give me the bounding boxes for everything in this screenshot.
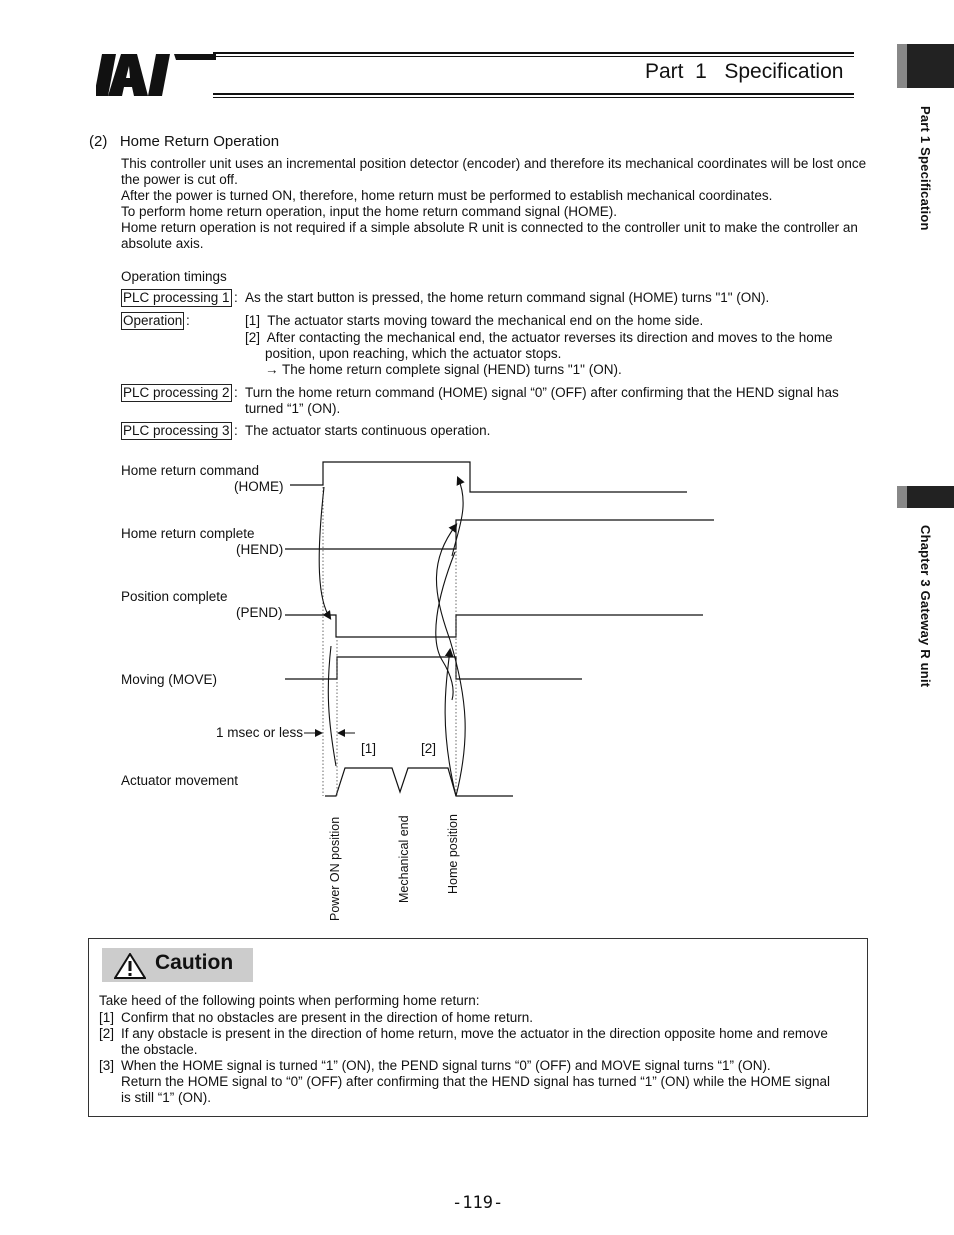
- plc3-text: The actuator starts continuous operation.: [245, 423, 491, 438]
- plc1-colon: :: [234, 290, 238, 305]
- plc1-text: As the start button is pressed, the home return command signal (HOME) turns "1" (ON).: [245, 290, 770, 305]
- curve-home-to-pend: [319, 487, 330, 618]
- page-number: -119-: [452, 1193, 504, 1213]
- warning-icon: [114, 953, 146, 984]
- plc2-text-a: Turn the home return command (HOME) signal “0” (OFF) after confirming that the HEND signal has: [245, 385, 839, 400]
- operation-label: Operation: [123, 313, 183, 328]
- caution-item-2b: the obstacle.: [121, 1042, 198, 1057]
- home-signal-trace: [290, 462, 687, 492]
- operation-item-1: [1] The actuator starts moving toward the mechanical end on the home side.: [245, 313, 704, 328]
- timings-title: Operation timings: [121, 269, 227, 284]
- caution-item-3b: Return the HOME signal to “0” (OFF) after confirming that the HEND signal has turned “1” (ON) while the HOME signal: [121, 1074, 831, 1089]
- caution-title: Caution: [155, 951, 234, 974]
- step-1-label: [1]: [361, 741, 377, 756]
- operation-item-2a: [2] After contacting the mechanical end, the actuator reverses its direction and moves to the home: [245, 330, 833, 345]
- actuator-movement-trace: [325, 768, 513, 796]
- plc3-colon: :: [234, 423, 238, 438]
- step-2-label: [2]: [421, 741, 437, 756]
- paragraph-2: After the power is turned ON, therefore, home return must be performed to establish mechanical coordinates.: [121, 188, 773, 203]
- curve-home-to-hend: [436, 525, 465, 796]
- home-position-label: Home position: [446, 814, 460, 894]
- home-signal-label: Home return command: [121, 463, 260, 478]
- plc2-colon: :: [234, 385, 238, 400]
- curve-home-arrow: [452, 478, 463, 556]
- curve-move-to-pend: [445, 650, 456, 796]
- operation-item-2c: → The home return complete signal (HEND) turns "1" (ON).: [265, 362, 622, 377]
- hend-signal-label: Home return complete: [121, 526, 255, 541]
- caution-item-3-number: [3]: [99, 1058, 115, 1073]
- actuator-movement-label: Actuator movement: [121, 773, 239, 788]
- hend-signal-trace: [285, 520, 714, 549]
- caution-item-2a: If any obstacle is present in the direction of home return, move the actuator in the direction opposite home and remove: [121, 1026, 828, 1041]
- pend-signal-label: Position complete: [121, 589, 228, 604]
- plc2-label: PLC processing 2: [123, 385, 230, 400]
- sidebar-label-chapter: Chapter 3 Gateway R unit: [918, 525, 933, 688]
- operation-colon: :: [186, 313, 190, 328]
- paragraph-1: This controller unit uses an incremental position detector (encoder) and therefore its mechanical coordinates will be lost once the power is cut off.: [121, 156, 867, 187]
- pend-signal-sublabel: (PEND): [236, 605, 283, 620]
- mechanical-end-label: Mechanical end: [397, 815, 411, 903]
- plc2-text-b: turned “1” (ON).: [245, 401, 341, 416]
- caution-item-3a: When the HOME signal is turned “1” (ON), the PEND signal turns “0” (OFF) and MOVE signal turns “1” (ON).: [121, 1058, 771, 1073]
- power-on-position-label: Power ON position: [328, 816, 342, 921]
- move-signal-label: Moving (MOVE): [121, 672, 218, 687]
- section-heading: (2) Home Return Operation: [89, 133, 280, 150]
- operation-item-2b: position, upon reaching, which the actuator stops.: [265, 346, 562, 361]
- plc3-label: PLC processing 3: [123, 423, 230, 438]
- hend-signal-sublabel: (HEND): [236, 542, 284, 557]
- curve-pend-to-move: [328, 646, 336, 766]
- home-signal-sublabel: (HOME): [234, 479, 284, 494]
- page-title: Part 1 Specification: [645, 60, 844, 83]
- sidebar-label-part: Part 1 Specification: [918, 106, 933, 231]
- pend-signal-trace: [285, 615, 703, 637]
- caution-item-1: Confirm that no obstacles are present in the direction of home return.: [121, 1010, 533, 1025]
- caution-item-2-number: [2]: [99, 1026, 115, 1041]
- caution-item-1-number: [1]: [99, 1010, 115, 1025]
- paragraph-4: Home return operation is not required if a simple absolute R unit is connected to the controller unit to make the controller an absolute axis.: [121, 220, 858, 251]
- caution-item-3c: is still “1” (ON).: [121, 1090, 211, 1105]
- plc1-label: PLC processing 1: [123, 290, 230, 305]
- paragraph-3: To perform home return operation, input the home return command signal (HOME).: [121, 204, 617, 219]
- caution-intro: Take heed of the following points when performing home return:: [99, 993, 480, 1008]
- msec-label: 1 msec or less: [216, 725, 304, 740]
